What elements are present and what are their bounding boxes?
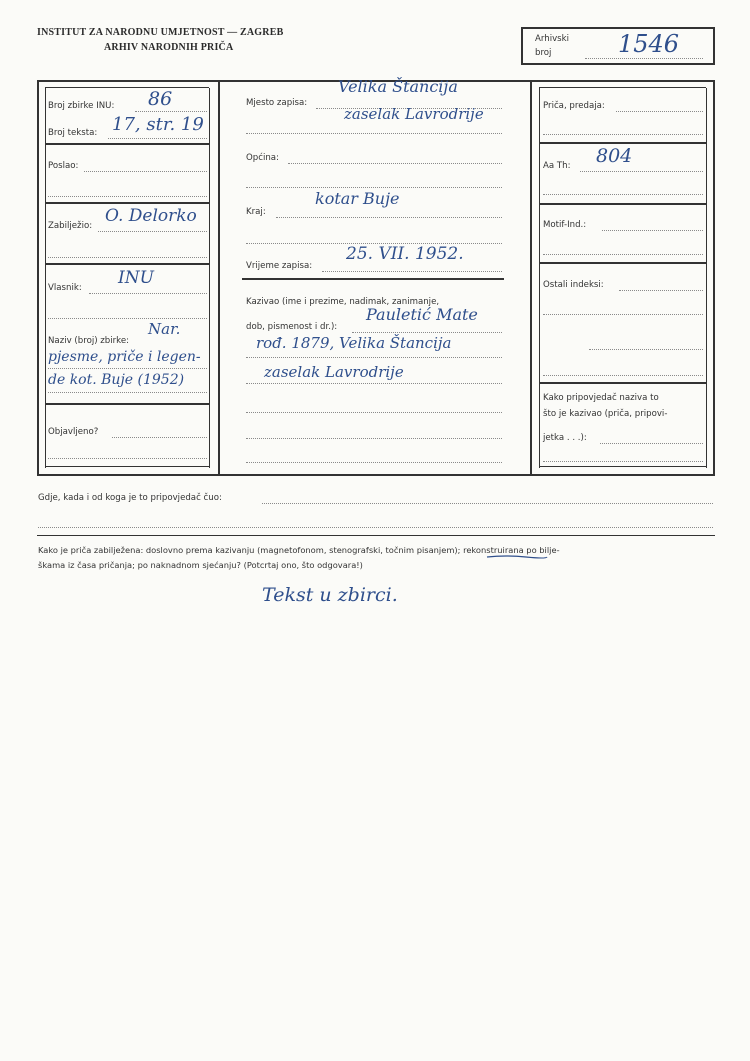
text-number-label: Broj teksta: (48, 128, 98, 138)
archive-number-label-2: broj (535, 48, 552, 58)
recorded-by-value: O. Delorko (105, 206, 197, 226)
narrator-label-1: Kazivao (ime i prezime, nadimak, zanimanje, (246, 297, 440, 307)
published-label: Objavljeno? (48, 427, 99, 437)
collection-name-label: Naziv (broj) zbirke: (48, 336, 130, 346)
recorded-by-label: Zabilježio: (48, 221, 93, 231)
collection-name-value-1: Nar. (148, 320, 181, 338)
collection-number-value: 86 (148, 88, 173, 110)
sent-by-label: Poslao: (48, 161, 79, 171)
narrator-value-3: zaselak Lavrodrije (264, 363, 404, 381)
narrator-value-2: rođ. 1879, Velika Štancija (256, 334, 452, 352)
archive-number-label-1: Arhivski (535, 34, 570, 44)
owner-value: INU (118, 268, 154, 288)
region-value: kotar Buje (315, 189, 400, 208)
collection-name-value-2: pjesme, priče i legen- (48, 349, 201, 365)
underline-stroke (486, 554, 548, 560)
institute-title: INSTITUT ZA NARODNU UMJETNOST — ZAGREB (37, 27, 284, 38)
text-number-value: 17, str. 19 (112, 114, 204, 135)
archive-number-value: 1546 (618, 30, 680, 58)
story-label: Priča, predaja: (543, 101, 605, 111)
narrator-name-label-2: što je kazivao (priča, pripovi- (543, 409, 668, 419)
narrator-label-2: dob, pismenost i dr.): (246, 322, 338, 332)
collection-name-value-3: de kot. Buje (1952) (48, 372, 185, 388)
aath-value: 804 (596, 145, 633, 167)
how-recorded-line-1: Kako je priča zabilježena: doslovno prema kazivanju (magnetofonom, stenografski, točnim pisanjem); rekonstruirana po bilje- (38, 545, 560, 555)
municipality-label: Općina: (246, 153, 279, 163)
narrator-value-1: Pauletić Mate (366, 305, 478, 324)
narrator-name-label-3: jetka . . .): (543, 433, 587, 443)
date-label: Vrijeme zapisa: (246, 261, 313, 271)
other-indexes-label: Ostali indeksi: (543, 280, 604, 290)
owner-label: Vlasnik: (48, 283, 82, 293)
narrator-name-label-1: Kako pripovjedač naziva to (543, 393, 659, 403)
collection-number-label: Broj zbirke INU: (48, 101, 115, 111)
archive-title: ARHIV NARODNIH PRIČA (104, 42, 234, 53)
place-label: Mjesto zapisa: (246, 98, 308, 108)
motif-label: Motif-Ind.: (543, 220, 587, 230)
where-heard-label: Gdje, kada i od koga je to pripovjedač čuo: (38, 493, 222, 503)
how-recorded-line-2: škama iz časa pričanja; po naknadnom sjećanju? (Potcrtaj ono, što odgovara!) (38, 560, 363, 570)
place-value-2: zaselak Lavrodrije (344, 105, 484, 123)
region-label: Kraj: (246, 207, 266, 217)
aath-label: Aa Th: (543, 161, 571, 171)
place-value-1: Velika Štancija (338, 77, 458, 96)
date-value: 25. VII. 1952. (346, 244, 464, 264)
handwritten-note: Tekst u zbirci. (262, 584, 398, 606)
